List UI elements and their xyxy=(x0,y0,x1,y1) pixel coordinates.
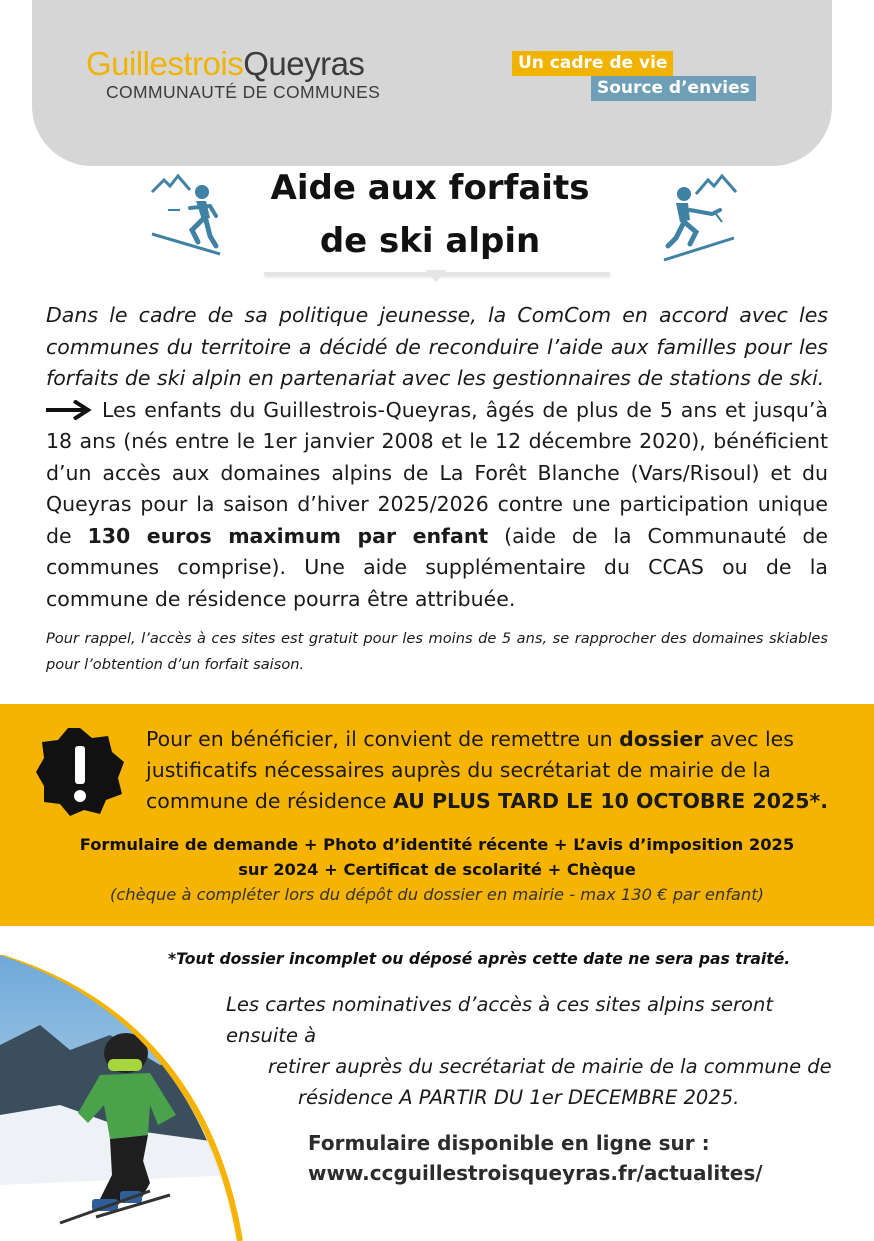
skier-left-icon xyxy=(150,170,224,260)
cards-line-2: retirer auprès du secrétariat de mairie de la commune de xyxy=(268,1055,832,1078)
cheque-note: (chèque à compléter lors du dépôt du dossier en mairie - max 130 € par enfant) xyxy=(110,885,764,904)
tagline-2: Source d’envies xyxy=(591,76,756,101)
intro-text xyxy=(46,300,828,615)
skier-right-icon xyxy=(660,172,740,264)
arrow-right-icon xyxy=(46,400,92,420)
online-url-link[interactable]: www.ccguillestroisqueyras.fr/actualites/ xyxy=(308,1161,763,1185)
cards-line-3: résidence A PARTIR DU 1er DECEMBRE 2025. xyxy=(298,1086,740,1109)
notice-text-2: avec les justificatifs nécessaires auprès du secrétariat de mairie de la commune de résidence xyxy=(146,727,794,813)
logo-name xyxy=(86,46,416,82)
logo-name-second: Queyras xyxy=(243,45,365,82)
cards-line-1: Les cartes nominatives d’accès à ces sites alpins seront ensuite à xyxy=(226,993,773,1047)
intro-italic: Dans le cadre de sa politique jeunesse, la ComCom en accord avec les communes du territoire a décidé de reconduire l’aide aux familles pour les forfaits de ski alpin en partenariat avec les gestionnaires de stations de ski. xyxy=(46,303,828,390)
eligibility-amount: 130 euros maximum par enfant xyxy=(87,523,489,548)
notice-text xyxy=(146,724,846,817)
logo-name-first: Guillestrois xyxy=(86,45,244,82)
eligibility-text: Les enfants du Guillestrois-Queyras, âgés de plus de 5 ans et jusqu’à 18 ans (nés entre le 1er janvier 2008 et le 12 décembre 2020), bénéficient d’un accès aux domaines alpins de La Forêt Blanche (Vars/Risoul) et du Queyras pour la saison d’hiver 2025/2026 contre une participation unique de xyxy=(46,397,828,548)
logo xyxy=(86,46,416,103)
documents-line-1: Formulaire de demande + Photo d’identité récente + L’avis d’imposition 2025 xyxy=(79,835,795,854)
notice-deadline: AU PLUS TARD LE 10 OCTOBRE 2025*. xyxy=(393,789,828,813)
online-form xyxy=(308,1128,848,1188)
title-line-2: de ski alpin xyxy=(319,221,541,261)
notice-text-1: Pour en bénéficier, il convient de remettre un xyxy=(146,727,613,751)
incomplete-warning: *Tout dossier incomplet ou déposé après cette date ne sera pas traité. xyxy=(168,950,791,968)
notice-bold-dossier: dossier xyxy=(619,727,704,751)
exclamation-icon xyxy=(34,726,126,818)
reminder-note: Pour rappel, l’accès à ces sites est gratuit pour les moins de 5 ans, se rapprocher des domaines skiables pour l’obtention d’un forfait saison. xyxy=(46,630,828,673)
online-label: Formulaire disponible en ligne sur : xyxy=(308,1131,710,1155)
title-notch xyxy=(425,270,447,282)
title-line-1: Aide aux forfaits xyxy=(270,168,590,208)
page-title xyxy=(230,162,630,268)
required-documents xyxy=(40,832,834,882)
tagline-1: Un cadre de vie xyxy=(512,51,673,76)
cards-info xyxy=(226,989,846,1113)
logo-subtitle: COMMUNAUTÉ DE COMMUNES xyxy=(106,82,381,102)
documents-line-2: sur 2024 + Certificat de scolarité + Chèque xyxy=(238,860,636,879)
eligibility-rest: (aide de la Communauté de communes comprise). Une aide supplémentaire du CCAS ou de la commune de résidence pourra être attribuée. xyxy=(46,523,828,611)
